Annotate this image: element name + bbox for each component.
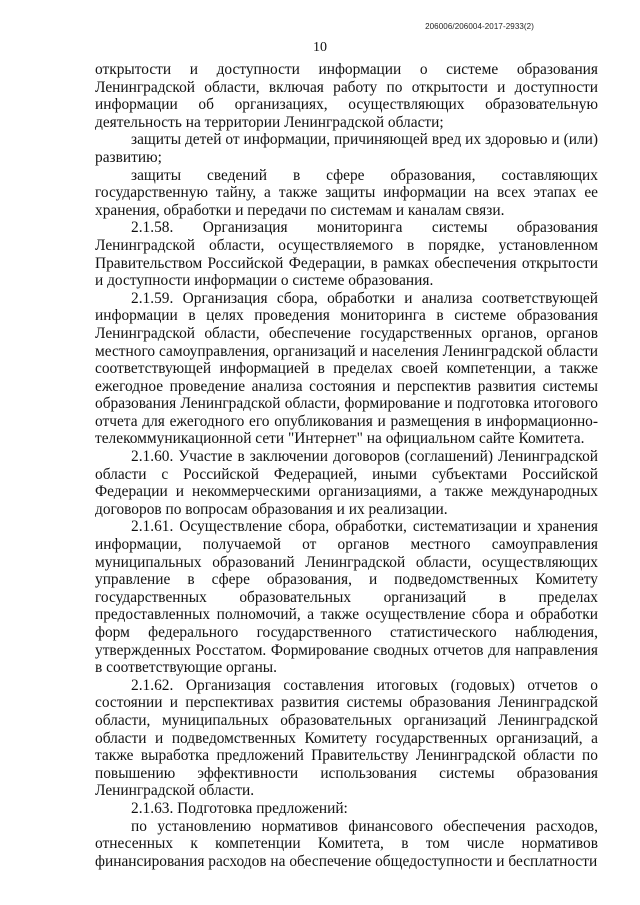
- paragraph-openness: открытости и доступности информации о системе образования Ленинградской области, включая работу по открытости и доступности информации об организациях, осуществляющих образовательную деятельность на территории Ленинградской области;: [95, 61, 598, 131]
- paragraph-financing-norms: по установлению нормативов финансового обеспечения расходов, отнесенных к компетенции Комитета, в том числе нормативов финансирования расходов на обеспечение общедоступности и бесплатности: [95, 817, 598, 870]
- paragraph-2-1-60: 2.1.60. Участие в заключении договоров (соглашений) Ленинградской области с Российской Федерацией, иными субъектами Российской Федерации и некоммерческими организациями, а также международных договоров по вопросам образования и их реализации.: [95, 448, 598, 518]
- document-body: [95, 61, 598, 870]
- paragraph-2-1-62: 2.1.62. Организация составления итоговых (годовых) отчетов о состоянии и перспективах развития системы образования Ленинградской области, муниципальных образовательных организаций Ленинградской области и подведомственных Комитету государственных организаций, а также выработка предложений Правительству Ленинградской области по повышению эффективности использования системы образования Ленинградской области.: [95, 676, 598, 800]
- paragraph-2-1-58: 2.1.58. Организация мониторинга системы образования Ленинградской области, осуществляемого в порядке, установленном Правительством Российской Федерации, в рамках обеспечения открытости и доступности информации о системе образования.: [95, 219, 598, 290]
- paragraph-2-1-63: 2.1.63. Подготовка предложений:: [131, 799, 348, 817]
- paragraph-state-secret: защиты сведений в сфере образования, составляющих государственную тайну, а также защиты информации на всех этапах ее хранения, обработки и передачи по системам и каналам связи.: [95, 166, 598, 219]
- document-id: 206006/206004-2017-2933(2): [425, 22, 534, 31]
- page-number: 10: [313, 40, 327, 55]
- paragraph-child-protection: защиты детей от информации, причиняющей вред их здоровью и (или) развитию;: [95, 131, 598, 166]
- paragraph-2-1-59: 2.1.59. Организация сбора, обработки и анализа соответствующей информации в целях проведения мониторинга в системе образования Ленинградской области, обеспечение государственных органов, органов местного самоуправления, организаций и населения Ленинградской области соответствующей информацией в пределах своей компетенции, а также ежегодное проведение анализа состояния и перспектив развития системы образования Ленинградской области, формирование и подготовка итогового отчета для ежегодного его опубликования и размещения в информационно-телекоммуникационной сети "Интернет" на официальном сайте Комитета.: [95, 289, 598, 448]
- paragraph-2-1-61: 2.1.61. Осуществление сбора, обработки, систематизации и хранения информации, получаемой от органов местного самоуправления муниципальных образований Ленинградской области, осуществляющих управление в сфере образования, и подведомственных Комитету государственных образовательных организаций в пределах предоставленных полномочий, а также осуществление сбора и обработки форм федерального государственного статистического наблюдения, утвержденных Росстатом. Формирование сводных отчетов для направления в соответствующие органы.: [95, 518, 598, 677]
